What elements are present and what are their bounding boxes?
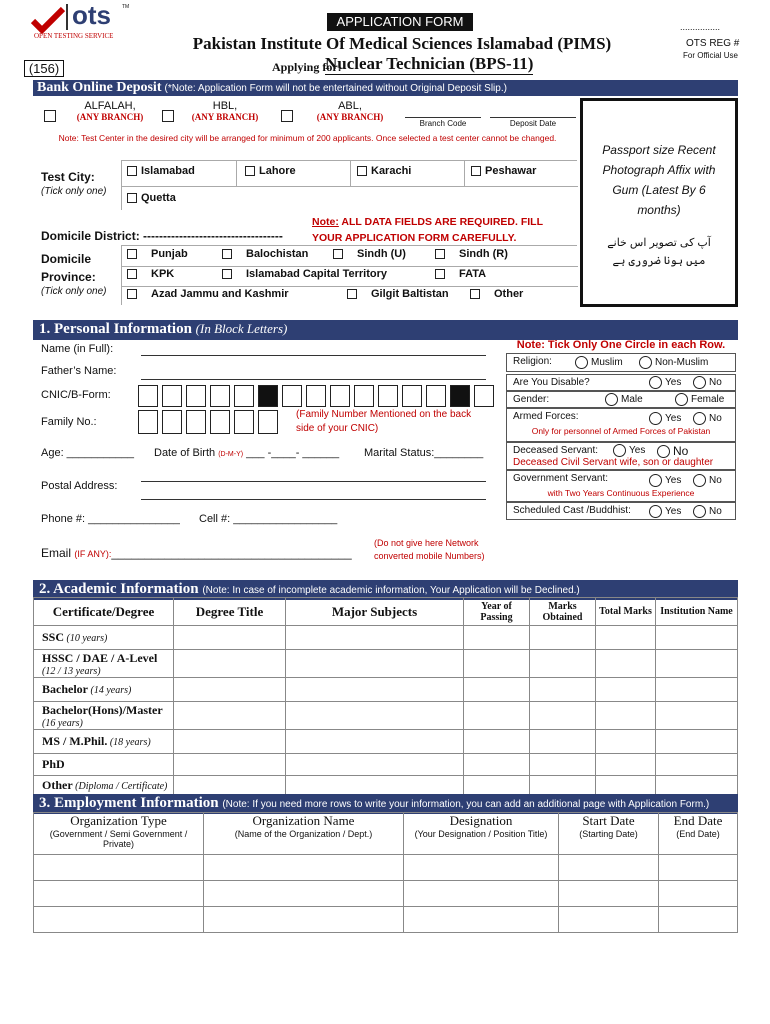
logo-brand: ots bbox=[72, 0, 111, 30]
col-certificate: Certificate/Degree bbox=[34, 598, 174, 626]
postal-field-1[interactable] bbox=[141, 470, 486, 482]
cell-field[interactable]: Cell #: _________________ bbox=[199, 513, 338, 525]
branch-code-label: Branch Code bbox=[419, 119, 467, 128]
province-gb[interactable]: Gilgit Baltistan bbox=[347, 288, 449, 300]
logo-tm: TM bbox=[122, 4, 130, 10]
applying-label: Applying for: bbox=[272, 60, 342, 74]
table-row[interactable] bbox=[34, 881, 738, 907]
academic-table bbox=[33, 597, 738, 796]
province-sindh-u[interactable]: Sindh (U) bbox=[333, 248, 406, 260]
col-marks: Marks Obtained bbox=[530, 598, 596, 626]
marital-field[interactable]: Marital Status:________ bbox=[364, 447, 484, 459]
province-punjab[interactable]: Punjab bbox=[127, 248, 188, 260]
emp-col-type: Organization Type (Government / Semi Government / Private) bbox=[34, 813, 204, 855]
city-option-karachi[interactable]: Karachi bbox=[357, 165, 411, 177]
ots-logo bbox=[30, 0, 140, 40]
city-option-quetta[interactable]: Quetta bbox=[127, 192, 176, 204]
age-field[interactable]: Age: ___________ bbox=[41, 447, 134, 459]
govt-no[interactable]: No bbox=[693, 474, 722, 487]
table-row[interactable]: Bachelor(Hons)/Master (16 years) bbox=[34, 702, 738, 730]
bank-alfalah-checkbox[interactable] bbox=[44, 110, 56, 122]
religion-muslim[interactable]: Muslim bbox=[575, 356, 623, 369]
gender-female[interactable]: Female bbox=[675, 393, 724, 406]
photo-instructions: Passport size Recent Photograph Affix with Gum (Latest By 6 months) bbox=[602, 143, 716, 217]
disable-yes[interactable]: Yes bbox=[649, 376, 681, 389]
photo-urdu-1: آپ کی تصویر اس خانے bbox=[607, 237, 711, 249]
bank-alfalah: ALFALAH, (ANY BRANCH) bbox=[76, 100, 144, 122]
domicile-district[interactable]: Domicile District: ----------------------------------- bbox=[41, 229, 283, 243]
province-other[interactable]: Other bbox=[470, 288, 523, 300]
employment-header: 3. Employment Information (Note: If you need more rows to write your information, you can add an additional page with Application Form.) bbox=[33, 794, 738, 814]
disable-row: Are You Disable? Yes No bbox=[506, 374, 736, 391]
deposit-date-field[interactable] bbox=[490, 104, 576, 118]
col-total: Total Marks bbox=[596, 598, 656, 626]
family-note: (Family Number Mentioned on the back side of your CNIC) bbox=[296, 409, 472, 434]
disable-no[interactable]: No bbox=[693, 376, 722, 389]
emp-col-name: Organization Name (Name of the Organization / Dept.) bbox=[204, 813, 404, 855]
bank-hbl-checkbox[interactable] bbox=[162, 110, 174, 122]
gender-male[interactable]: Male bbox=[605, 393, 643, 406]
deceased-yes[interactable]: Yes bbox=[613, 444, 645, 457]
table-row[interactable]: MS / M.Phil. (18 years) bbox=[34, 730, 738, 754]
reg-note: For Official Use bbox=[683, 51, 738, 60]
govt-row: Government Servant: Yes No with Two Years Continuous Experience bbox=[506, 470, 736, 502]
armed-row: Armed Forces: Yes No Only for personnel of Armed Forces of Pakistan bbox=[506, 408, 736, 442]
table-row[interactable]: SSC (10 years) bbox=[34, 626, 738, 650]
dob-field[interactable]: Date of Birth (D-M-Y) ___ -____- ______ bbox=[154, 447, 340, 459]
province-balochistan[interactable]: Balochistan bbox=[222, 248, 308, 260]
postal-field-2[interactable] bbox=[141, 488, 486, 500]
armed-no[interactable]: No bbox=[693, 412, 722, 425]
deposit-date-label: Deposit Date bbox=[509, 119, 557, 128]
domicile-province-label: Domicile Province: bbox=[41, 252, 96, 284]
gender-row: Gender: Male Female bbox=[506, 391, 736, 408]
father-field[interactable] bbox=[141, 367, 486, 380]
network-note: (Do not give here Network converted mobile Numbers) bbox=[374, 538, 485, 561]
test-center-note: Note: Test Center in the desired city will be arranged for minimum of 200 applicants. Once selected a test center cannot be changed. bbox=[58, 133, 557, 143]
phone-field[interactable]: Phone #: _______________ bbox=[41, 513, 180, 525]
required-note: Note: ALL DATA FIELDS ARE REQUIRED. FILL YOUR APPLICATION FORM CAREFULLY. bbox=[312, 216, 543, 244]
academic-header: 2. Academic Information (Note: In case of incomplete academic information, Your Application will be Declined.) bbox=[33, 580, 738, 600]
family-label: Family No.: bbox=[41, 416, 97, 428]
table-row[interactable]: Bachelor (14 years) bbox=[34, 678, 738, 702]
logo-tagline: OPEN TESTING SERVICE bbox=[34, 32, 114, 40]
branch-code-field[interactable] bbox=[405, 104, 481, 118]
bank-abl-checkbox[interactable] bbox=[281, 110, 293, 122]
form-title: APPLICATION FORM bbox=[327, 13, 473, 31]
father-label: Father’s Name: bbox=[41, 365, 117, 377]
caste-row: Scheduled Cast /Buddhist: Yes No bbox=[506, 502, 736, 520]
bank-hbl: HBL, (ANY BRANCH) bbox=[191, 100, 259, 122]
city-option-islamabad[interactable]: Islamabad bbox=[127, 165, 195, 177]
tick-note: Note: Tick Only One Circle in each Row. bbox=[516, 339, 726, 351]
post-title: Nuclear Technician (BPS-11) bbox=[325, 54, 534, 73]
employment-table bbox=[33, 812, 738, 933]
personal-info-header: 1. Personal Information (In Block Letters) bbox=[33, 320, 738, 340]
email-field[interactable]: Email (IF ANY):____________________________________ bbox=[41, 546, 352, 560]
table-row[interactable] bbox=[34, 855, 738, 881]
table-row[interactable]: HSSC / DAE / A-Level (12 / 13 years) bbox=[34, 650, 738, 678]
deceased-no[interactable]: No bbox=[657, 444, 688, 458]
bank-header: Bank Online Deposit (*Note: Application Form will not be entertained without Original Deposit Slip.) bbox=[33, 80, 738, 96]
col-degree-title: Degree Title bbox=[174, 598, 286, 626]
col-institution: Institution Name bbox=[656, 598, 738, 626]
table-row[interactable]: PhD bbox=[34, 754, 738, 776]
province-fata[interactable]: FATA bbox=[435, 268, 486, 280]
name-label: Name (in Full): bbox=[41, 343, 114, 355]
test-city-label: Test City: bbox=[41, 170, 95, 184]
reg-dots: ................ bbox=[680, 22, 721, 32]
cnic-label: CNIC/B-Form: bbox=[41, 389, 111, 401]
religion-row: Religion: Muslim Non-Muslim bbox=[506, 353, 736, 372]
table-row[interactable]: Other (Diploma / Certificate) bbox=[34, 776, 738, 796]
emp-col-end: End Date (End Date) bbox=[659, 813, 738, 855]
name-field[interactable] bbox=[141, 343, 486, 356]
test-city-hint: (Tick only one) bbox=[41, 186, 107, 197]
armed-yes[interactable]: Yes bbox=[649, 412, 681, 425]
form-code: (156) bbox=[24, 60, 64, 77]
domicile-hint: (Tick only one) bbox=[41, 286, 107, 297]
reg-label: OTS REG # bbox=[686, 38, 740, 49]
city-option-lahore[interactable]: Lahore bbox=[245, 165, 296, 177]
city-option-peshawar[interactable]: Peshawar bbox=[471, 165, 536, 177]
col-major: Major Subjects bbox=[286, 598, 464, 626]
caste-yes[interactable]: Yes bbox=[649, 505, 681, 518]
table-row[interactable] bbox=[34, 907, 738, 933]
institute-name: Pakistan Institute Of Medical Sciences Islamabad (PIMS) bbox=[192, 34, 612, 53]
emp-col-designation: Designation (Your Designation / Position Title) bbox=[404, 813, 559, 855]
col-year: Year of Passing bbox=[464, 598, 530, 626]
province-sindh-r[interactable]: Sindh (R) bbox=[435, 248, 508, 260]
govt-yes[interactable]: Yes bbox=[649, 474, 681, 487]
province-ajk[interactable]: Azad Jammu and Kashmir bbox=[127, 288, 289, 300]
postal-label: Postal Address: bbox=[41, 480, 118, 492]
deceased-row: Deceased Servant: Yes No Deceased Civil Servant wife, son or daughter bbox=[506, 442, 736, 470]
tick-logo-icon bbox=[30, 6, 66, 34]
photo-urdu-2: میں ہونا ضروری ہے bbox=[612, 255, 706, 267]
province-ict[interactable]: Islamabad Capital Territory bbox=[222, 268, 387, 280]
religion-nonmuslim[interactable]: Non-Muslim bbox=[639, 356, 708, 369]
caste-no[interactable]: No bbox=[693, 505, 722, 518]
emp-col-start: Start Date (Starting Date) bbox=[559, 813, 659, 855]
bank-abl: ABL, (ANY BRANCH) bbox=[316, 100, 384, 122]
province-kpk[interactable]: KPK bbox=[127, 268, 174, 280]
